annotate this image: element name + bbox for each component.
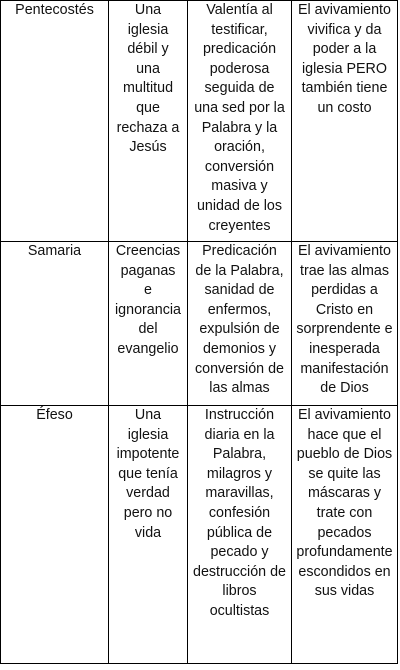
result-cell: El avivamiento vivifica y da poder a la iglesia PERO también tiene un costo: [292, 1, 398, 242]
condition-cell: Una iglesia impotente que tenía verdad pero no vida: [109, 406, 188, 664]
condition-cell: Creencias paganas e ignorancia del evangelio: [109, 242, 188, 406]
condition-cell: Una iglesia débil y una multitud que rechaza a Jesús: [109, 1, 188, 242]
table-row-pentecost: [1, 1, 398, 242]
result-cell: El avivamiento hace que el pueblo de Dios se quite las máscaras y trate con pecados profundamente escondidos en sus vidas: [292, 406, 398, 664]
table-row-ephesus: [1, 406, 398, 664]
characteristics-cell: Valentía al testificar, predicación poderosa seguida de una sed por la Palabra y la oración, conversión masiva y unidad de los creyentes: [188, 1, 292, 242]
place-cell: Éfeso: [1, 406, 109, 664]
characteristics-cell: Instrucción diaria en la Palabra, milagros y maravillas, confesión pública de pecado y destrucción de libros ocultistas: [188, 406, 292, 664]
place-cell: Samaria: [1, 242, 109, 406]
result-cell: El avivamiento trae las almas perdidas a Cristo en sorprendente e inesperada manifestación de Dios: [292, 242, 398, 406]
place-cell: Pentecostés: [1, 1, 109, 242]
table-row-samaria: [1, 242, 398, 406]
characteristics-cell: Predicación de la Palabra, sanidad de enfermos, expulsión de demonios y conversión de las almas: [188, 242, 292, 406]
